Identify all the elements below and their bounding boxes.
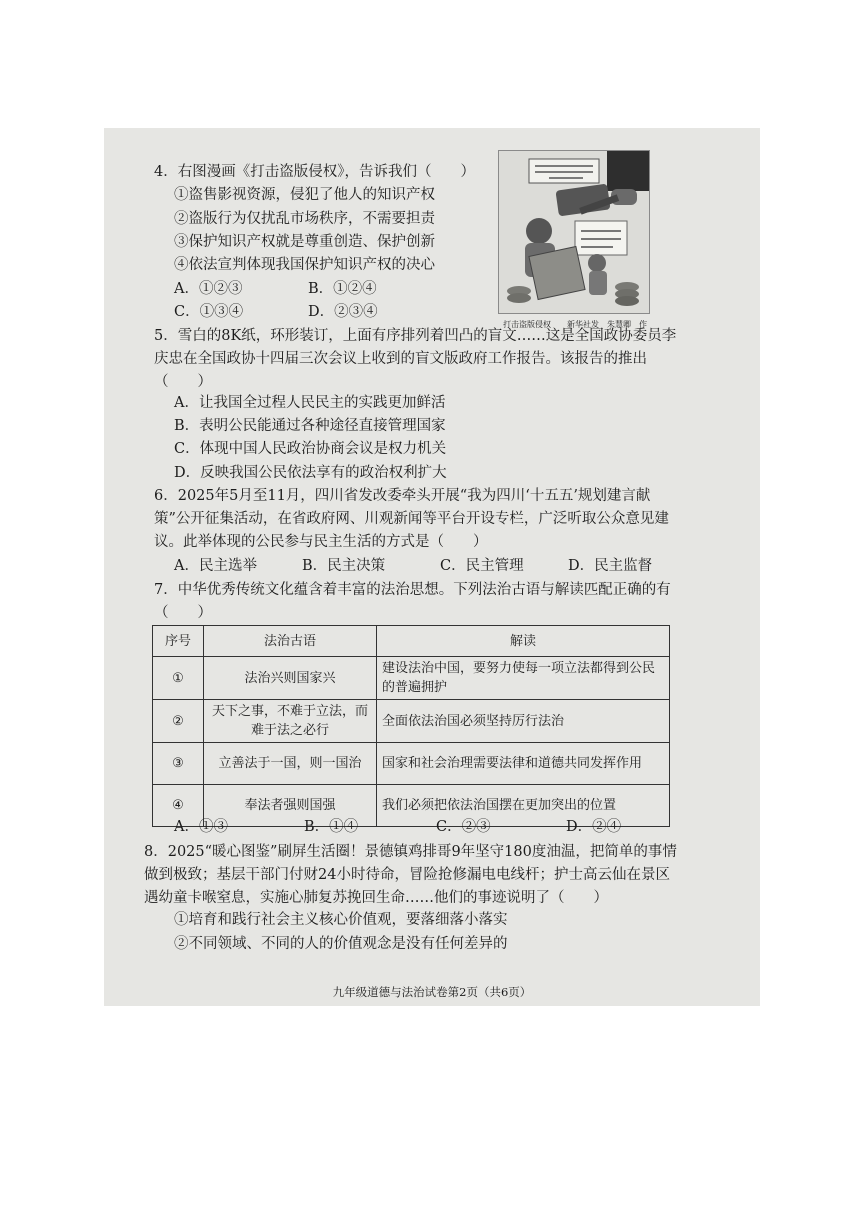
q7-option-b: B．①④ — [304, 819, 359, 835]
q4-item-2: ②盗版行为仅扰乱市场秩序，不需要担责 — [174, 211, 435, 227]
exam-page — [104, 128, 760, 1006]
q5-option-b: B．表明公民能通过各种途径直接管理国家 — [174, 418, 446, 434]
table-row — [153, 700, 670, 743]
column-header-saying: 法治古语 — [204, 626, 377, 657]
q8-item-1: ①培育和践行社会主义核心价值观，要落细落小落实 — [174, 912, 508, 928]
q4-stem: 4．右图漫画《打击盗版侵权》，告诉我们（ ） — [154, 164, 475, 180]
q8-stem: 8．2025“暖心图鉴”刷屏生活圈！景德镇鸡排哥9年坚守180度油温，把简单的事情做到极致；基层干部门付财24小时待命，冒险抢修漏电电线杆；护士高云仙在景区遇幼童卡喉窒息，实施心肺复苏挽回生命……他们的事迹说明了（ ） — [144, 844, 677, 906]
q7-option-c: C．②③ — [436, 819, 491, 835]
row-meaning: 我们必须把依法治国摆在更加突出的位置 — [377, 785, 670, 827]
q6-option-c: C．民主管理 — [440, 558, 524, 574]
row-meaning: 全面依法治国必须坚持厉行法治 — [377, 700, 670, 743]
q4-option-a: A．①②③ — [174, 281, 243, 297]
table-row — [153, 743, 670, 785]
row-number: ② — [153, 700, 204, 743]
row-saying: 法治兴则国家兴 — [204, 657, 377, 700]
q7-option-a: A．①③ — [174, 819, 228, 835]
row-meaning: 国家和社会治理需要法律和道德共同发挥作用 — [377, 743, 670, 785]
q6-option-b: B．民主决策 — [302, 558, 386, 574]
q4-option-b: B．①②④ — [308, 281, 377, 297]
law-sayings-table — [152, 625, 670, 827]
q4-item-1: ①盗售影视资源，侵犯了他人的知识产权 — [174, 187, 435, 203]
q4-item-4: ④依法宣判体现我国保护知识产权的决心 — [174, 257, 435, 273]
q6-option-a: A．民主选举 — [174, 558, 257, 574]
column-header-meaning: 解读 — [377, 626, 670, 657]
q6-option-d: D．民主监督 — [568, 558, 653, 574]
anti-piracy-cartoon — [498, 150, 650, 329]
column-header-number: 序号 — [153, 626, 204, 657]
q4-option-c: C．①③④ — [174, 304, 244, 320]
q4-option-d: D．②③④ — [308, 304, 378, 320]
q6-stem: 6．2025年5月至11月，四川省发改委牵头开展“我为四川‘十五五’规划建言献策”公开征集活动，在省政府网、川观新闻等平台开设专栏，广泛听取公众意见建议。此举体现的公民参与民主生活的方式是（ ） — [154, 488, 669, 550]
cartoon-drawing — [499, 151, 649, 313]
row-saying: 立善法于一国，则一国治 — [204, 743, 377, 785]
q5-option-c: C．体现中国人民政治协商会议是权力机关 — [174, 441, 447, 457]
q8-item-2: ②不同领域、不同的人的价值观念是没有任何差异的 — [174, 936, 508, 952]
row-saying: 奉法者强则国强 — [204, 785, 377, 827]
row-number: ③ — [153, 743, 204, 785]
q5-option-d: D．反映我国公民依法享有的政治权利扩大 — [174, 465, 447, 481]
table-header-row — [153, 626, 670, 657]
page-footer: 九年级道德与法治试卷第2页（共6页） — [332, 985, 532, 999]
row-number: ④ — [153, 785, 204, 827]
q4-item-3: ③保护知识产权就是尊重创造、保护创新 — [174, 234, 435, 250]
q5-stem: 5．雪白的8K纸，环形装订，上面有序排列着凹凸的盲文……这是全国政协委员李庆忠在全国政协十四届三次会议上收到的盲文版政府工作报告。该报告的推出（ ） — [154, 328, 677, 390]
table-row — [153, 657, 670, 700]
cartoon-caption: 打击盗版侵权 新华社发 朱慧卿 作 — [503, 320, 647, 329]
q7-stem: 7．中华优秀传统文化蕴含着丰富的法治思想。下列法治古语与解读匹配正确的有（ ） — [154, 582, 671, 621]
q7-option-d: D．②④ — [566, 819, 622, 835]
row-meaning: 建设法治中国，要努力使每一项立法都得到公民的普遍拥护 — [377, 657, 670, 700]
row-saying: 天下之事，不难于立法，而难于法之必行 — [204, 700, 377, 743]
q5-option-a: A．让我国全过程人民民主的实践更加鲜活 — [174, 395, 446, 411]
row-number: ① — [153, 657, 204, 700]
